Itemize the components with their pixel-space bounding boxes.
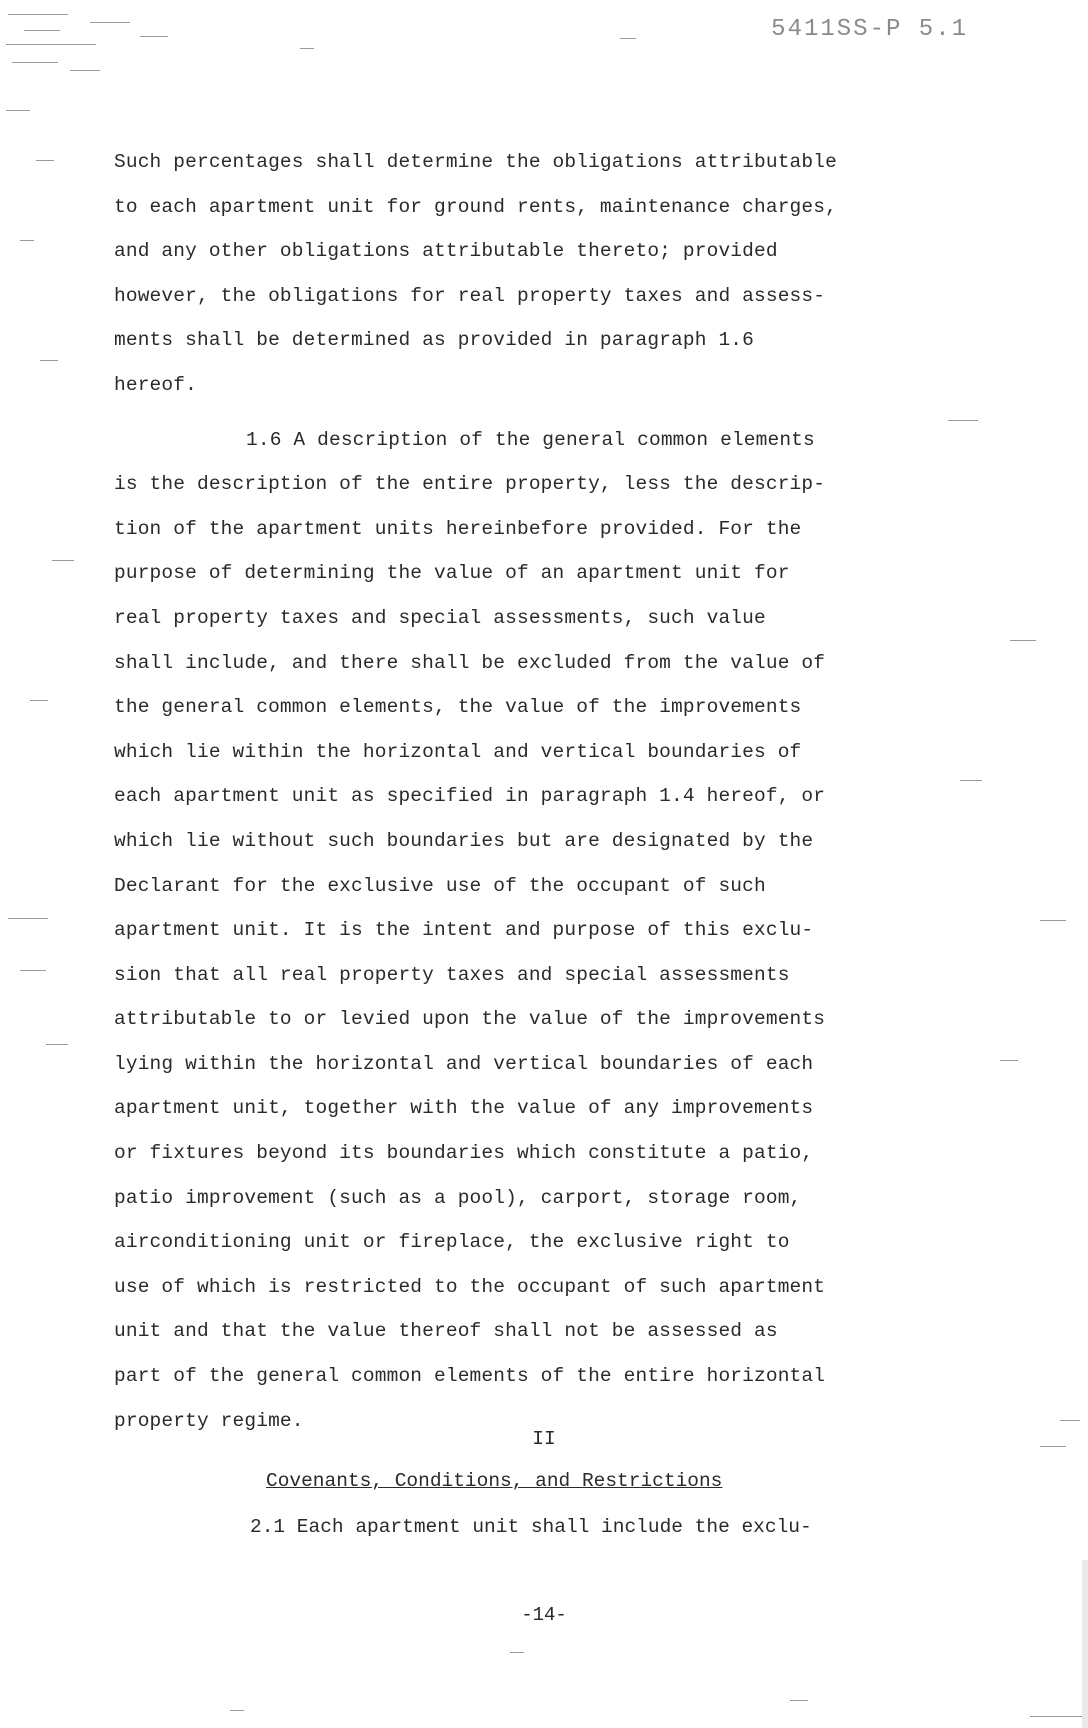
section-heading: Covenants, Conditions, and Restrictions xyxy=(266,1470,723,1492)
text-line: apartment unit, together with the value of any improvements xyxy=(114,1097,814,1120)
text-line: real property taxes and special assessments, such value xyxy=(114,606,766,629)
text-line: property regime. xyxy=(114,1409,304,1432)
text-line: patio improvement (such as a pool), carport, storage room, xyxy=(114,1186,802,1209)
text-line: unit and that the value thereof shall not be assessed as xyxy=(114,1320,778,1343)
body-text xyxy=(114,140,934,1443)
text-line: Declarant for the exclusive use of the occupant of such xyxy=(114,874,766,897)
text-line: lying within the horizontal and vertical boundaries of each xyxy=(114,1052,814,1075)
text-line: shall include, and there shall be excluded from the value of xyxy=(114,651,826,674)
text-line: airconditioning unit or fireplace, the exclusive right to xyxy=(114,1231,790,1254)
text-line: sion that all real property taxes and special assessments xyxy=(114,963,790,986)
text-line: apartment unit. It is the intent and purpose of this exclu- xyxy=(114,919,814,942)
header-stamp: 5411SS-P 5.1 xyxy=(771,16,968,43)
text-line: the general common elements, the value of the improvements xyxy=(114,696,802,719)
text-line: and any other obligations attributable thereto; provided xyxy=(114,240,778,263)
text-line: which lie within the horizontal and vertical boundaries of xyxy=(114,740,802,763)
text-line: to each apartment unit for ground rents, maintenance charges, xyxy=(114,195,837,218)
text-line: attributable to or levied upon the value of the improvements xyxy=(114,1008,826,1031)
text-line: however, the obligations for real property taxes and assess- xyxy=(114,284,826,307)
text-line: each apartment unit as specified in paragraph 1.4 hereof, or xyxy=(114,785,826,808)
section-number: II xyxy=(532,1428,556,1450)
text-line: is the description of the entire property, less the descrip- xyxy=(114,473,826,496)
text-line: ments shall be determined as provided in paragraph 1.6 xyxy=(114,329,755,352)
paragraph-start-line: 1.6 A description of the general common elements xyxy=(246,428,815,451)
scan-edge xyxy=(1082,1560,1088,1728)
page-number: -14- xyxy=(521,1604,567,1626)
text-line: part of the general common elements of the entire horizontal xyxy=(114,1365,826,1388)
text-line: hereof. xyxy=(114,373,197,396)
text-line: which lie without such boundaries but are designated by the xyxy=(114,829,814,852)
text-line: or fixtures beyond its boundaries which constitute a patio, xyxy=(114,1142,814,1165)
section-first-line: 2.1 Each apartment unit shall include the exclu- xyxy=(250,1516,812,1538)
text-line: purpose of determining the value of an apartment unit for xyxy=(114,562,790,585)
text-line: tion of the apartment units hereinbefore provided. For the xyxy=(114,517,802,540)
text-line: use of which is restricted to the occupant of such apartment xyxy=(114,1275,826,1298)
text-line: Such percentages shall determine the obligations attributable xyxy=(114,151,837,173)
